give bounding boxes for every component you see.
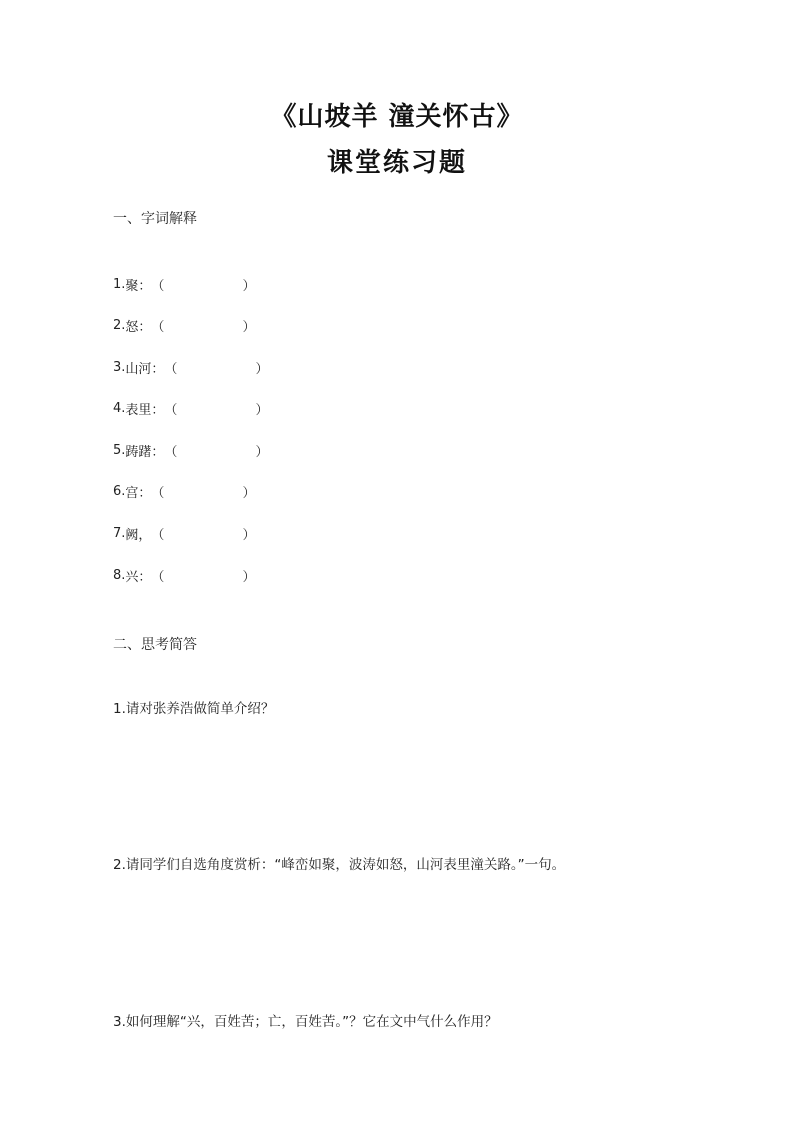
section-heading-vocabulary: 一、字词解释 xyxy=(113,211,197,227)
vocab-term: 阙， xyxy=(125,528,152,543)
vocab-item xyxy=(113,482,255,501)
vocab-item xyxy=(113,316,255,335)
open-paren: （ xyxy=(151,320,165,335)
open-paren: （ xyxy=(151,528,165,543)
close-paren: ） xyxy=(242,486,256,501)
vocab-number: 5. xyxy=(113,443,126,458)
vocab-number: 3. xyxy=(113,360,126,375)
open-paren: （ xyxy=(151,486,165,501)
question-2: 2.请同学们自选角度赏析：“峰峦如聚，波涛如怒，山河表里潼关路。”一句。 xyxy=(113,857,566,873)
vocab-item xyxy=(113,399,268,418)
close-paren: ） xyxy=(255,445,269,460)
vocab-number: 7. xyxy=(113,526,126,541)
vocab-item xyxy=(113,524,255,543)
vocab-item xyxy=(113,566,255,585)
close-paren: ） xyxy=(255,403,269,418)
section-heading-questions: 二、思考简答 xyxy=(113,637,197,653)
vocab-item xyxy=(113,358,268,377)
open-paren: （ xyxy=(164,403,178,418)
open-paren: （ xyxy=(164,445,178,460)
open-paren: （ xyxy=(151,570,165,585)
open-paren: （ xyxy=(151,279,165,294)
close-paren: ） xyxy=(242,279,256,294)
vocab-item xyxy=(113,441,268,460)
vocab-term: 踌躇： xyxy=(125,445,165,460)
vocab-number: 6. xyxy=(113,484,126,499)
worksheet-title: 《山坡羊 潼关怀古》 xyxy=(270,102,524,132)
vocab-number: 1. xyxy=(113,277,126,292)
vocab-term: 兴： xyxy=(125,570,152,585)
vocab-number: 4. xyxy=(113,401,126,416)
vocab-item xyxy=(113,275,255,294)
close-paren: ） xyxy=(242,570,256,585)
vocab-term: 表里： xyxy=(125,403,165,418)
question-3: 3.如何理解“兴，百姓苦；亡，百姓苦。”？它在文中气什么作用？ xyxy=(113,1014,498,1030)
vocab-term: 聚： xyxy=(125,279,152,294)
open-paren: （ xyxy=(164,362,178,377)
vocab-term: 怒： xyxy=(125,320,152,335)
close-paren: ） xyxy=(242,528,256,543)
vocab-term: 宫： xyxy=(125,486,152,501)
vocab-number: 8. xyxy=(113,568,126,583)
vocab-term: 山河： xyxy=(125,362,165,377)
worksheet-subtitle: 课堂练习题 xyxy=(326,148,467,178)
vocab-number: 2. xyxy=(113,318,126,333)
close-paren: ） xyxy=(242,320,256,335)
close-paren: ） xyxy=(255,362,269,377)
question-1: 1.请对张养浩做简单介绍？ xyxy=(113,701,275,717)
